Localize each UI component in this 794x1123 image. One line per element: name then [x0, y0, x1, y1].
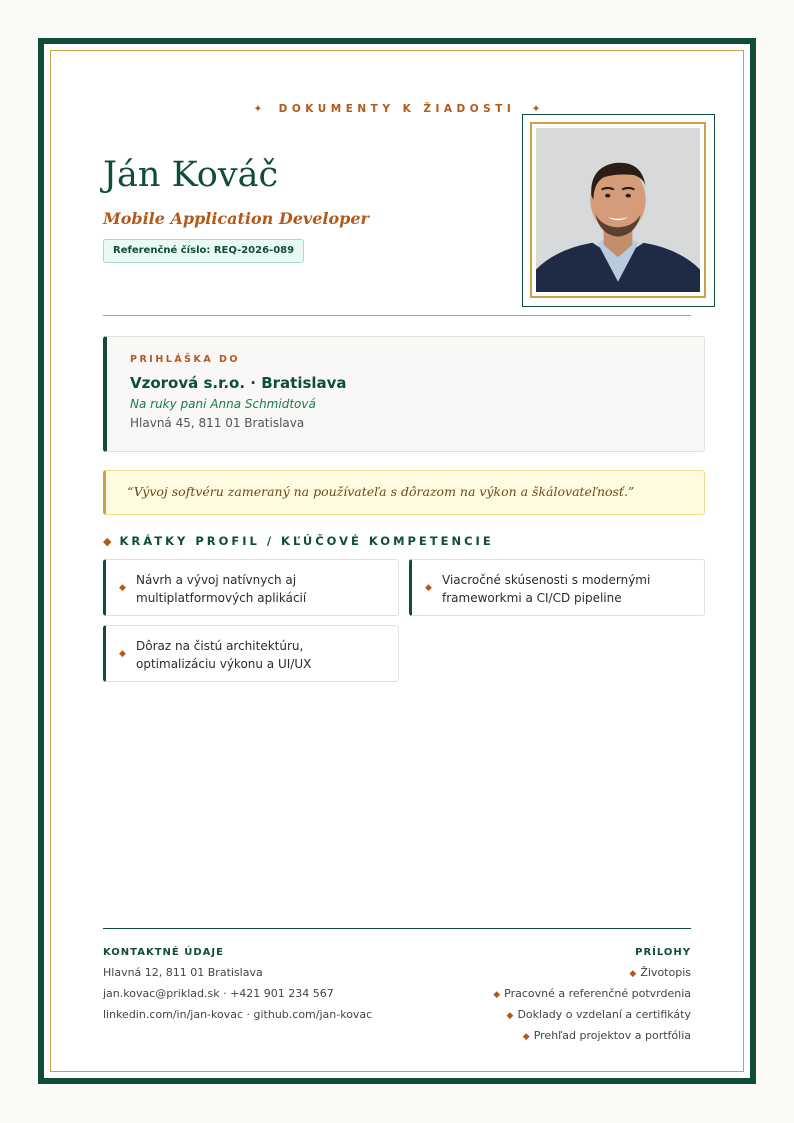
- diamond-bullet-icon: ◆: [506, 1011, 514, 1021]
- star-icon: ✦: [531, 103, 541, 115]
- attachment-label: Pracovné a referenčné potvrdenia: [504, 987, 691, 1000]
- attachment-label: Doklady o vzdelaní a certifikáty: [517, 1008, 691, 1021]
- attachment-item: [493, 1008, 691, 1021]
- header-tag-text: DOKUMENTY K ŽIADOSTI: [278, 103, 516, 115]
- contact-email-phone[interactable]: jan.kovac@priklad.sk · +421 901 234 567: [103, 987, 334, 1000]
- diamond-bullet-icon: ◆: [522, 1032, 530, 1042]
- recipient-attention: Na ruky pani Anna Schmidtová: [130, 397, 316, 411]
- diamond-bullet-icon: ◆: [629, 969, 637, 979]
- profile-title-text: KRÁTKY PROFIL / KĽÚČOVÉ KOMPETENCIE: [119, 534, 494, 548]
- attachments-title: PRÍLOHY: [635, 947, 691, 958]
- attachment-label: Životopis: [640, 966, 691, 979]
- header-divider: [103, 315, 691, 316]
- page-frame: [38, 38, 756, 1084]
- diamond-bullet-icon: ◆: [119, 648, 126, 659]
- contact-block: [103, 947, 372, 1021]
- applicant-photo: [536, 128, 700, 292]
- contact-links[interactable]: linkedin.com/in/jan-kovac · github.com/jan-kovac: [103, 1008, 373, 1021]
- competence-card: [103, 559, 399, 616]
- competence-text: Viacročné skúsenosti s modernými frameworkmi a CI/CD pipeline: [442, 573, 651, 605]
- recipient-address: Hlavná 45, 811 01 Bratislava: [130, 416, 305, 430]
- competence-card: [409, 559, 705, 616]
- profile-section-title: [103, 534, 494, 548]
- photo-inner-frame: [530, 122, 706, 298]
- inner-frame: [50, 50, 744, 1072]
- attachment-item: [493, 966, 691, 979]
- attachment-label: Prehľad projektov a portfólia: [533, 1029, 691, 1042]
- diamond-bullet-icon: ◆: [425, 582, 432, 593]
- photo-frame: [522, 114, 715, 307]
- competence-text: Dôraz na čistú architektúru, optimalizáciu výkonu a UI/UX: [136, 639, 312, 671]
- attachment-item: [493, 1029, 691, 1042]
- applicant-name: Ján Kováč: [103, 155, 279, 195]
- attachment-item: [493, 987, 691, 1000]
- footer-divider: [103, 928, 691, 929]
- contact-address: Hlavná 12, 811 01 Bratislava: [103, 966, 263, 979]
- recipient-box: [103, 336, 705, 452]
- contact-title: KONTAKTNÉ ÚDAJE: [103, 947, 224, 958]
- attachments-block: [493, 947, 691, 1042]
- star-icon: ✦: [253, 103, 263, 115]
- diamond-bullet-icon: ◆: [119, 582, 126, 593]
- portrait-illustration: [536, 128, 700, 292]
- recipient-label: PRIHLÁŠKA DO: [130, 354, 240, 365]
- diamond-bullet-icon: ◆: [493, 990, 501, 1000]
- competence-card: [103, 625, 399, 682]
- applicant-role: Mobile Application Developer: [103, 209, 369, 228]
- diamond-icon: ◆: [103, 535, 112, 548]
- reference-badge: Referenčné číslo: REQ-2026-089: [103, 239, 304, 263]
- competence-text: Návrh a vývoj natívnych aj multiplatformových aplikácií: [136, 573, 307, 605]
- recipient-company: Vzorová s.r.o. · Bratislava: [130, 374, 347, 392]
- motto-quote: “Vývoj softvéru zameraný na používateľa s dôrazom na výkon a škálovateľnosť.”: [103, 470, 705, 515]
